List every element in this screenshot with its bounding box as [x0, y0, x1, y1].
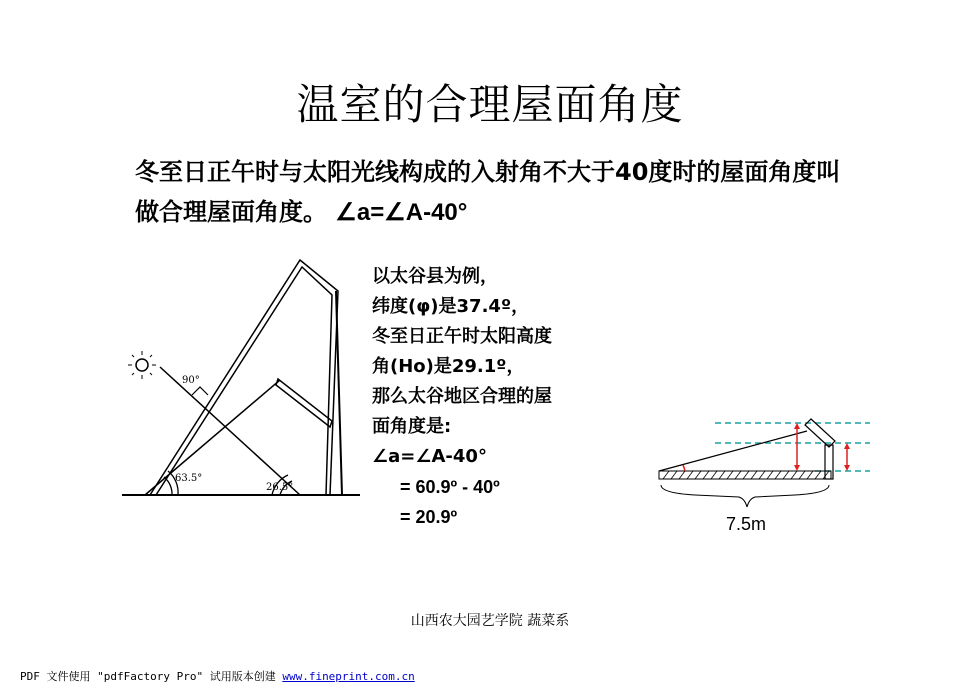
- roof-line: [659, 431, 807, 471]
- example-calc-1: = 60.9º - 40º: [400, 477, 500, 497]
- roof-slope: [150, 260, 338, 495]
- angle-26-label: 26.5°: [266, 482, 294, 493]
- example-block: [372, 262, 622, 532]
- angle-90-label: 90°: [182, 375, 200, 386]
- height-arrow-2-head-down: [844, 465, 850, 471]
- example-line-3: 冬至日正午时太阳高度: [372, 326, 552, 347]
- example-calc-2: = 20.9º: [400, 507, 458, 527]
- right-angle-marker: [192, 387, 208, 395]
- base-strip: [659, 471, 831, 479]
- sun-icon: [128, 351, 156, 379]
- intro-text: 冬至日正午时与太阳光线构成的入射角不大于40度时的屋面角度叫做合理屋面角度。: [135, 158, 841, 226]
- back-wall: [336, 291, 342, 495]
- footer-credit: 山西农大园艺学院 蔬菜系: [410, 613, 570, 629]
- example-formula: ∠a=∠A-40°: [372, 446, 487, 467]
- example-line-4: 角(Ho)是29.1º，: [372, 356, 525, 377]
- example-line-6: 面角度是:: [372, 416, 452, 437]
- angle-63-label: 63.5°: [175, 473, 203, 484]
- inner-panel: [276, 379, 332, 427]
- example-line-2: 纬度(φ)是37.4º，: [372, 296, 530, 317]
- height-arrow-2-head-up: [844, 443, 850, 449]
- example-line-1: 以太谷县为例，: [372, 266, 498, 287]
- example-line-5: 那么太谷地区合理的屋: [372, 386, 552, 407]
- slide-title: 温室的合理屋面角度: [296, 80, 684, 129]
- greenhouse-angle-diagram: [120, 255, 370, 505]
- pdf-link[interactable]: www.fineprint.com.cn: [282, 670, 415, 683]
- roof-angle-mark: [683, 465, 685, 471]
- span-brace: [661, 485, 829, 507]
- greenhouse-section-diagram: [655, 415, 875, 515]
- pdf-note: [20, 668, 415, 684]
- height-arrow-1-head-up: [794, 423, 800, 429]
- span-label: 7.5m: [726, 514, 767, 534]
- pdf-note-prefix: PDF 文件使用 "pdfFactory Pro" 试用版本创建: [20, 670, 276, 683]
- height-arrow-1-head-down: [794, 465, 800, 471]
- intro-paragraph: [135, 152, 855, 233]
- back-wall-block: [825, 445, 833, 479]
- intro-formula: ∠a=∠A-40°: [335, 199, 468, 226]
